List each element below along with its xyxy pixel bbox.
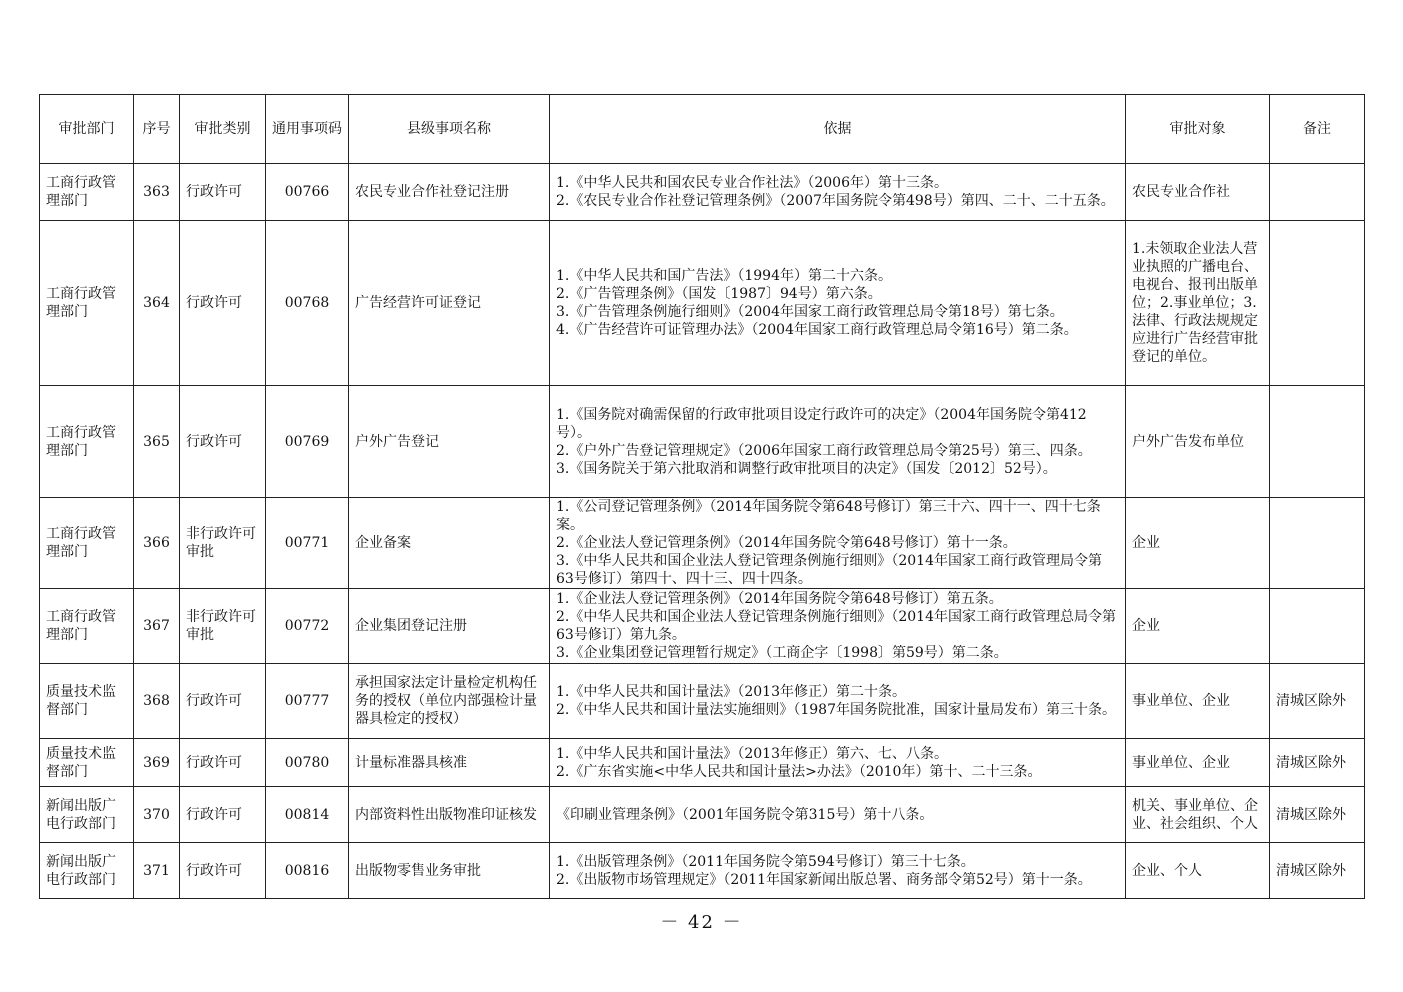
- target-cell: 1.未领取企业法人营业执照的广播电台、电视台、报刊出版单位；2.事业单位；3.法律、行政法规规定应进行广告经营审批登记的单位。: [1126, 221, 1270, 386]
- basis-line: 2.《广东省实施<中华人民共和国计量法>办法》（2010年）第十、二十三条。: [556, 763, 1042, 780]
- dept-cell: 工商行政管理部门: [40, 164, 134, 221]
- basis-line: 2.《出版物市场管理规定》（2011年国家新闻出版总署、商务部令第52号）第十一条。: [556, 871, 1092, 888]
- dept-cell: 新闻出版广电行政部门: [40, 787, 134, 843]
- basis-line: 1.《中华人民共和国计量法》（2013年修正）第六、七、八条。: [556, 745, 948, 762]
- category-cell: 行政许可: [180, 787, 266, 843]
- target-cell: 事业单位、企业: [1126, 739, 1270, 787]
- basis-line: 1.《中华人民共和国广告法》（1994年）第二十六条。: [556, 268, 892, 284]
- basis-cell: [550, 664, 1126, 739]
- header-note: 备注: [1270, 95, 1365, 164]
- seq-cell: 369: [134, 739, 180, 787]
- table-row: [40, 739, 1365, 787]
- item-name-cell: 广告经营许可证登记: [349, 221, 550, 386]
- basis-cell: [550, 787, 1126, 843]
- header-category: 审批类别: [180, 95, 266, 164]
- table-header-row: [40, 95, 1365, 164]
- target-cell: 农民专业合作社: [1126, 164, 1270, 221]
- basis-line: 2.《中华人民共和国计量法实施细则》（1987年国务院批准，国家计量局发布）第三十条。: [556, 702, 1116, 718]
- dept-cell: 新闻出版广电行政部门: [40, 843, 134, 899]
- seq-cell: 365: [134, 386, 180, 498]
- seq-cell: 366: [134, 498, 180, 589]
- table-row: [40, 386, 1365, 498]
- target-cell: 户外广告发布单位: [1126, 386, 1270, 498]
- dept-cell: 工商行政管理部门: [40, 221, 134, 386]
- target-cell: 企业、个人: [1126, 843, 1270, 899]
- note-cell: 清城区除外: [1270, 843, 1365, 899]
- basis-line: 1.《出版管理条例》（2011年国务院令第594号修订）第三十七条。: [556, 853, 975, 870]
- basis-cell: [550, 221, 1126, 386]
- category-cell: 行政许可: [180, 386, 266, 498]
- basis-cell: [550, 589, 1126, 664]
- target-cell: 事业单位、企业: [1126, 664, 1270, 739]
- target-cell: 企业: [1126, 589, 1270, 664]
- category-cell: 行政许可: [180, 664, 266, 739]
- category-cell: 行政许可: [180, 843, 266, 899]
- code-cell: 00772: [266, 589, 349, 664]
- basis-line: 4.《广告经营许可证管理办法》（2004年国家工商行政管理总局令第16号）第二条。: [556, 322, 1078, 338]
- note-cell: [1270, 164, 1365, 221]
- seq-cell: 363: [134, 164, 180, 221]
- basis-cell: [550, 739, 1126, 787]
- dept-cell: 工商行政管理部门: [40, 589, 134, 664]
- basis-cell: [550, 843, 1126, 899]
- item-name-cell: 户外广告登记: [349, 386, 550, 498]
- code-cell: 00768: [266, 221, 349, 386]
- target-cell: 机关、事业单位、企业、社会组织、个人: [1126, 787, 1270, 843]
- header-target: 审批对象: [1126, 95, 1270, 164]
- code-cell: 00766: [266, 164, 349, 221]
- basis-line: 《印刷业管理条例》（2001年国务院令第315号）第十八条。: [556, 806, 934, 823]
- note-cell: [1270, 498, 1365, 589]
- basis-line: 1.《公司登记管理条例》（2014年国务院令第648号修订）第三十六、四十一、四十七条案。: [556, 499, 1101, 533]
- code-cell: 00771: [266, 498, 349, 589]
- approval-items-table: [39, 94, 1365, 899]
- item-name-cell: 企业集团登记注册: [349, 589, 550, 664]
- basis-line: 1.《中华人民共和国计量法》（2013年修正）第二十条。: [556, 684, 906, 700]
- basis-cell: [550, 164, 1126, 221]
- item-name-cell: 出版物零售业务审批: [349, 843, 550, 899]
- basis-line: 2.《企业法人登记管理条例》（2014年国务院令第648号修订）第十一条。: [556, 535, 1017, 551]
- basis-line: 1.《国务院对确需保留的行政审批项目设定行政许可的决定》（2004年国务院令第412号）。: [556, 406, 1087, 441]
- category-cell: 行政许可: [180, 739, 266, 787]
- item-name-cell: 企业备案: [349, 498, 550, 589]
- basis-line: 2.《户外广告登记管理规定》（2006年国家工商行政管理总局令第25号）第三、四条。: [556, 442, 1092, 459]
- table-row: [40, 164, 1365, 221]
- seq-cell: 367: [134, 589, 180, 664]
- seq-cell: 364: [134, 221, 180, 386]
- header-seq: 序号: [134, 95, 180, 164]
- table-row: [40, 664, 1365, 739]
- basis-line: 3.《企业集团登记管理暂行规定》（工商企字〔1998〕第59号）第二条。: [556, 645, 1008, 661]
- header-dept: 审批部门: [40, 95, 134, 164]
- basis-line: 2.《中华人民共和国企业法人登记管理条例施行细则》（2014年国家工商行政管理总局令第63号修订）第九条。: [556, 609, 1116, 643]
- dept-cell: 质量技术监督部门: [40, 739, 134, 787]
- item-name-cell: 计量标准器具核准: [349, 739, 550, 787]
- note-cell: [1270, 221, 1365, 386]
- note-cell: [1270, 386, 1365, 498]
- dept-cell: 工商行政管理部门: [40, 386, 134, 498]
- seq-cell: 368: [134, 664, 180, 739]
- basis-line: 3.《国务院关于第六批取消和调整行政审批项目的决定》（国发〔2012〕52号）。: [556, 460, 1057, 477]
- table-row: [40, 787, 1365, 843]
- category-cell: 非行政许可审批: [180, 589, 266, 664]
- dept-cell: 质量技术监督部门: [40, 664, 134, 739]
- category-cell: 行政许可: [180, 164, 266, 221]
- code-cell: 00816: [266, 843, 349, 899]
- note-cell: [1270, 589, 1365, 664]
- basis-cell: [550, 386, 1126, 498]
- code-cell: 00780: [266, 739, 349, 787]
- note-cell: 清城区除外: [1270, 664, 1365, 739]
- note-cell: 清城区除外: [1270, 787, 1365, 843]
- item-name-cell: 承担国家法定计量检定机构任务的授权（单位内部强检计量器具检定的授权）: [349, 664, 550, 739]
- item-name-cell: 农民专业合作社登记注册: [349, 164, 550, 221]
- basis-line: 3.《中华人民共和国企业法人登记管理条例施行细则》（2014年国家工商行政管理局令第63号修订）第四十、四十三、四十四条。: [556, 553, 1102, 587]
- header-basis: 依据: [550, 95, 1126, 164]
- header-code: 通用事项码: [266, 95, 349, 164]
- table-row: [40, 221, 1365, 386]
- seq-cell: 371: [134, 843, 180, 899]
- code-cell: 00814: [266, 787, 349, 843]
- table-row: [40, 589, 1365, 664]
- code-cell: 00769: [266, 386, 349, 498]
- basis-line: 2.《广告管理条例》（国发〔1987〕94号）第六条。: [556, 286, 882, 302]
- basis-cell: [550, 498, 1126, 589]
- table-row: [40, 498, 1365, 589]
- table-body: [40, 164, 1365, 899]
- table-row: [40, 843, 1365, 899]
- header-name: 县级事项名称: [349, 95, 550, 164]
- category-cell: 行政许可: [180, 221, 266, 386]
- page-number: － 42 －: [660, 912, 743, 933]
- target-cell: 企业: [1126, 498, 1270, 589]
- seq-cell: 370: [134, 787, 180, 843]
- category-cell: 非行政许可审批: [180, 498, 266, 589]
- basis-line: 1.《中华人民共和国农民专业合作社法》（2006年）第十三条。: [556, 175, 948, 191]
- basis-line: 3.《广告管理条例施行细则》（2004年国家工商行政管理总局令第18号）第七条。: [556, 304, 1064, 320]
- note-cell: 清城区除外: [1270, 739, 1365, 787]
- basis-line: 2.《农民专业合作社登记管理条例》（2007年国务院令第498号）第四、二十、二十五条。: [556, 193, 1115, 209]
- dept-cell: 工商行政管理部门: [40, 498, 134, 589]
- code-cell: 00777: [266, 664, 349, 739]
- basis-line: 1.《企业法人登记管理条例》（2014年国务院令第648号修订）第五条。: [556, 591, 1003, 607]
- item-name-cell: 内部资料性出版物准印证核发: [349, 787, 550, 843]
